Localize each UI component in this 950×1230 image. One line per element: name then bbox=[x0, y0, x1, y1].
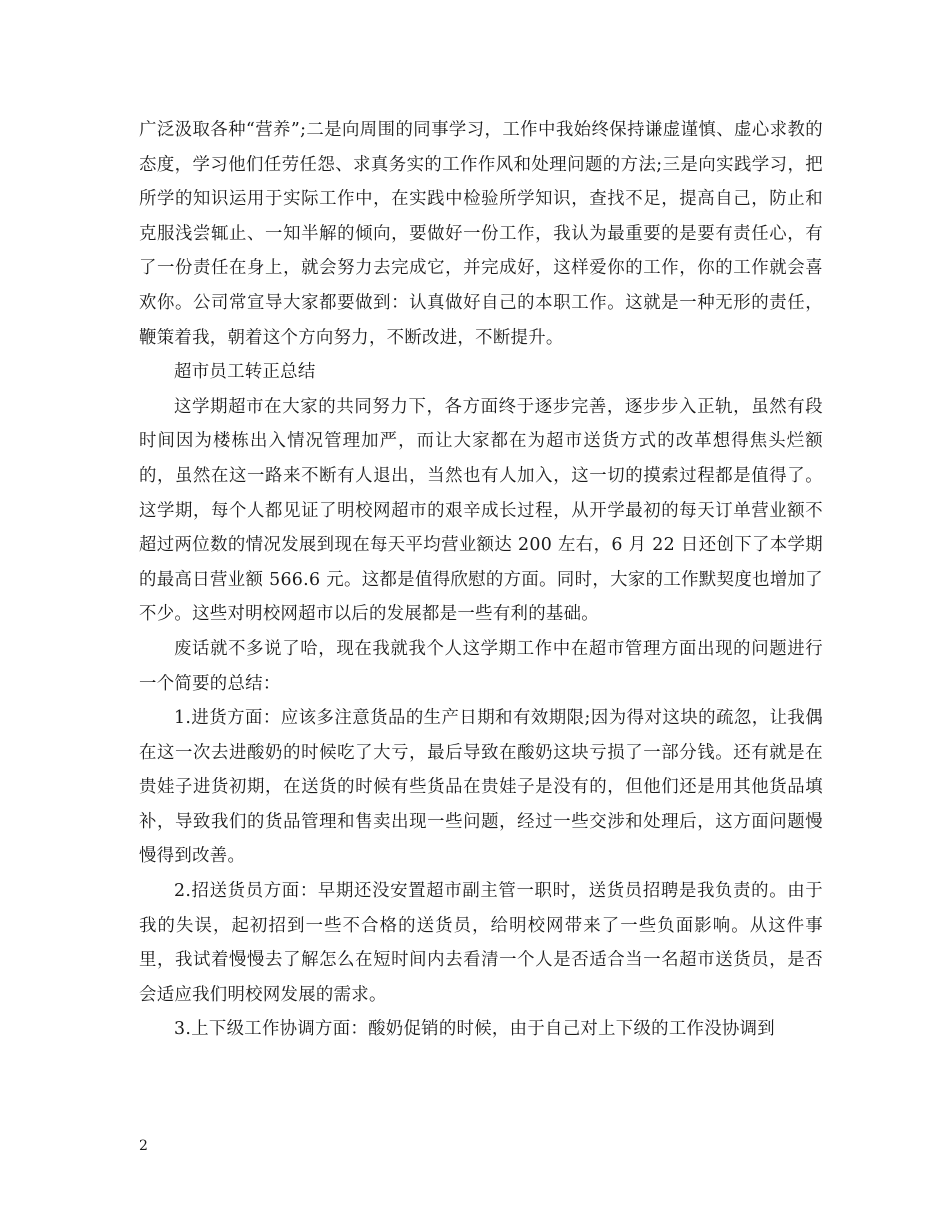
paragraph-item-coordination: 3.上下级工作协调方面：酸奶促销的时候，由于自己对上下级的工作没协调到 bbox=[174, 1019, 775, 1040]
paragraph-intro-summary: 废话就不多说了哈，现在我就我个人这学期工作中在超市管理方面出现的问题进行一个简要的总结： bbox=[139, 638, 823, 694]
paragraph-continuation: 广泛汲取各种“营养”;二是向周围的同事学习，工作中我始终保持谦虚谨慎、虚心求教的态度，学习他们任劳任怨、求真务实的工作作风和处理问题的方法;三是向实践学习，把所学的知识运用于实际工作中，在实践中检验所学知识，查找不足，提高自己，防止和克服浅尝辄止、一知半解的倾向，要做好一份工作，我认为最重要的是要有责任心，有了一份责任在身上，就会努力去完成它，并完成好，这样爱你的工作，你的工作就会喜欢你。公司常宣导大家都要做到：认真做好自己的本职工作。这就是一种无形的责任，鞭策着我，朝着这个方向努力，不断改进，不断提升。 bbox=[139, 120, 823, 348]
section-heading: 超市员工转正总结 bbox=[174, 362, 316, 383]
paragraph-item-recruiting: 2.招送货员方面：早期还没安置超市副主管一职时，送货员招聘是我负责的。由于我的失误，起初招到一些不合格的送货员，给明校网带来了一些负面影响。从这件事里，我试着慢慢去了解怎么在短时间内去看清一个人是否适合当一名超市送货员，是否会适应我们明校网发展的需求。 bbox=[139, 881, 823, 1005]
paragraph-semester-overview: 这学期超市在大家的共同努力下，各方面终于逐步完善，逐步步入正轨，虽然有段时间因为楼栋出入情况管理加严，而让大家都在为超市送货方式的改革想得焦头烂额的，虽然在这一路来不断有人退出，当然也有人加入，这一切的摸索过程都是值得了。这学期，每个人都见证了明校网超市的艰辛成长过程，从开学最初的每天订单营业额不超过两位数的情况发展到现在每天平均营业额达 200 左右，6 月 22 日还创下了本学期的最高日营业额 566.6 元。这都是值得欣慰的方面。同时，大家的工作默契度也增加了不少。这些对明校网超市以后的发展都是一些有利的基础。 bbox=[139, 396, 823, 625]
page-number: 2 bbox=[139, 1138, 148, 1154]
document-body bbox=[139, 113, 823, 1047]
paragraph-item-purchasing: 1.进货方面：应该多注意货品的生产日期和有效期限;因为得对这块的疏忽，让我偶在这一次去进酸奶的时候吃了大亏，最后导致在酸奶这块亏损了一部分钱。还有就是在贵娃子进货初期，在送货的时候有些货品在贵娃子是没有的，但他们还是用其他货品填补，导致我们的货品管理和售卖出现一些问题，经过一些交涉和处理后，这方面问题慢慢得到改善。 bbox=[139, 708, 823, 867]
